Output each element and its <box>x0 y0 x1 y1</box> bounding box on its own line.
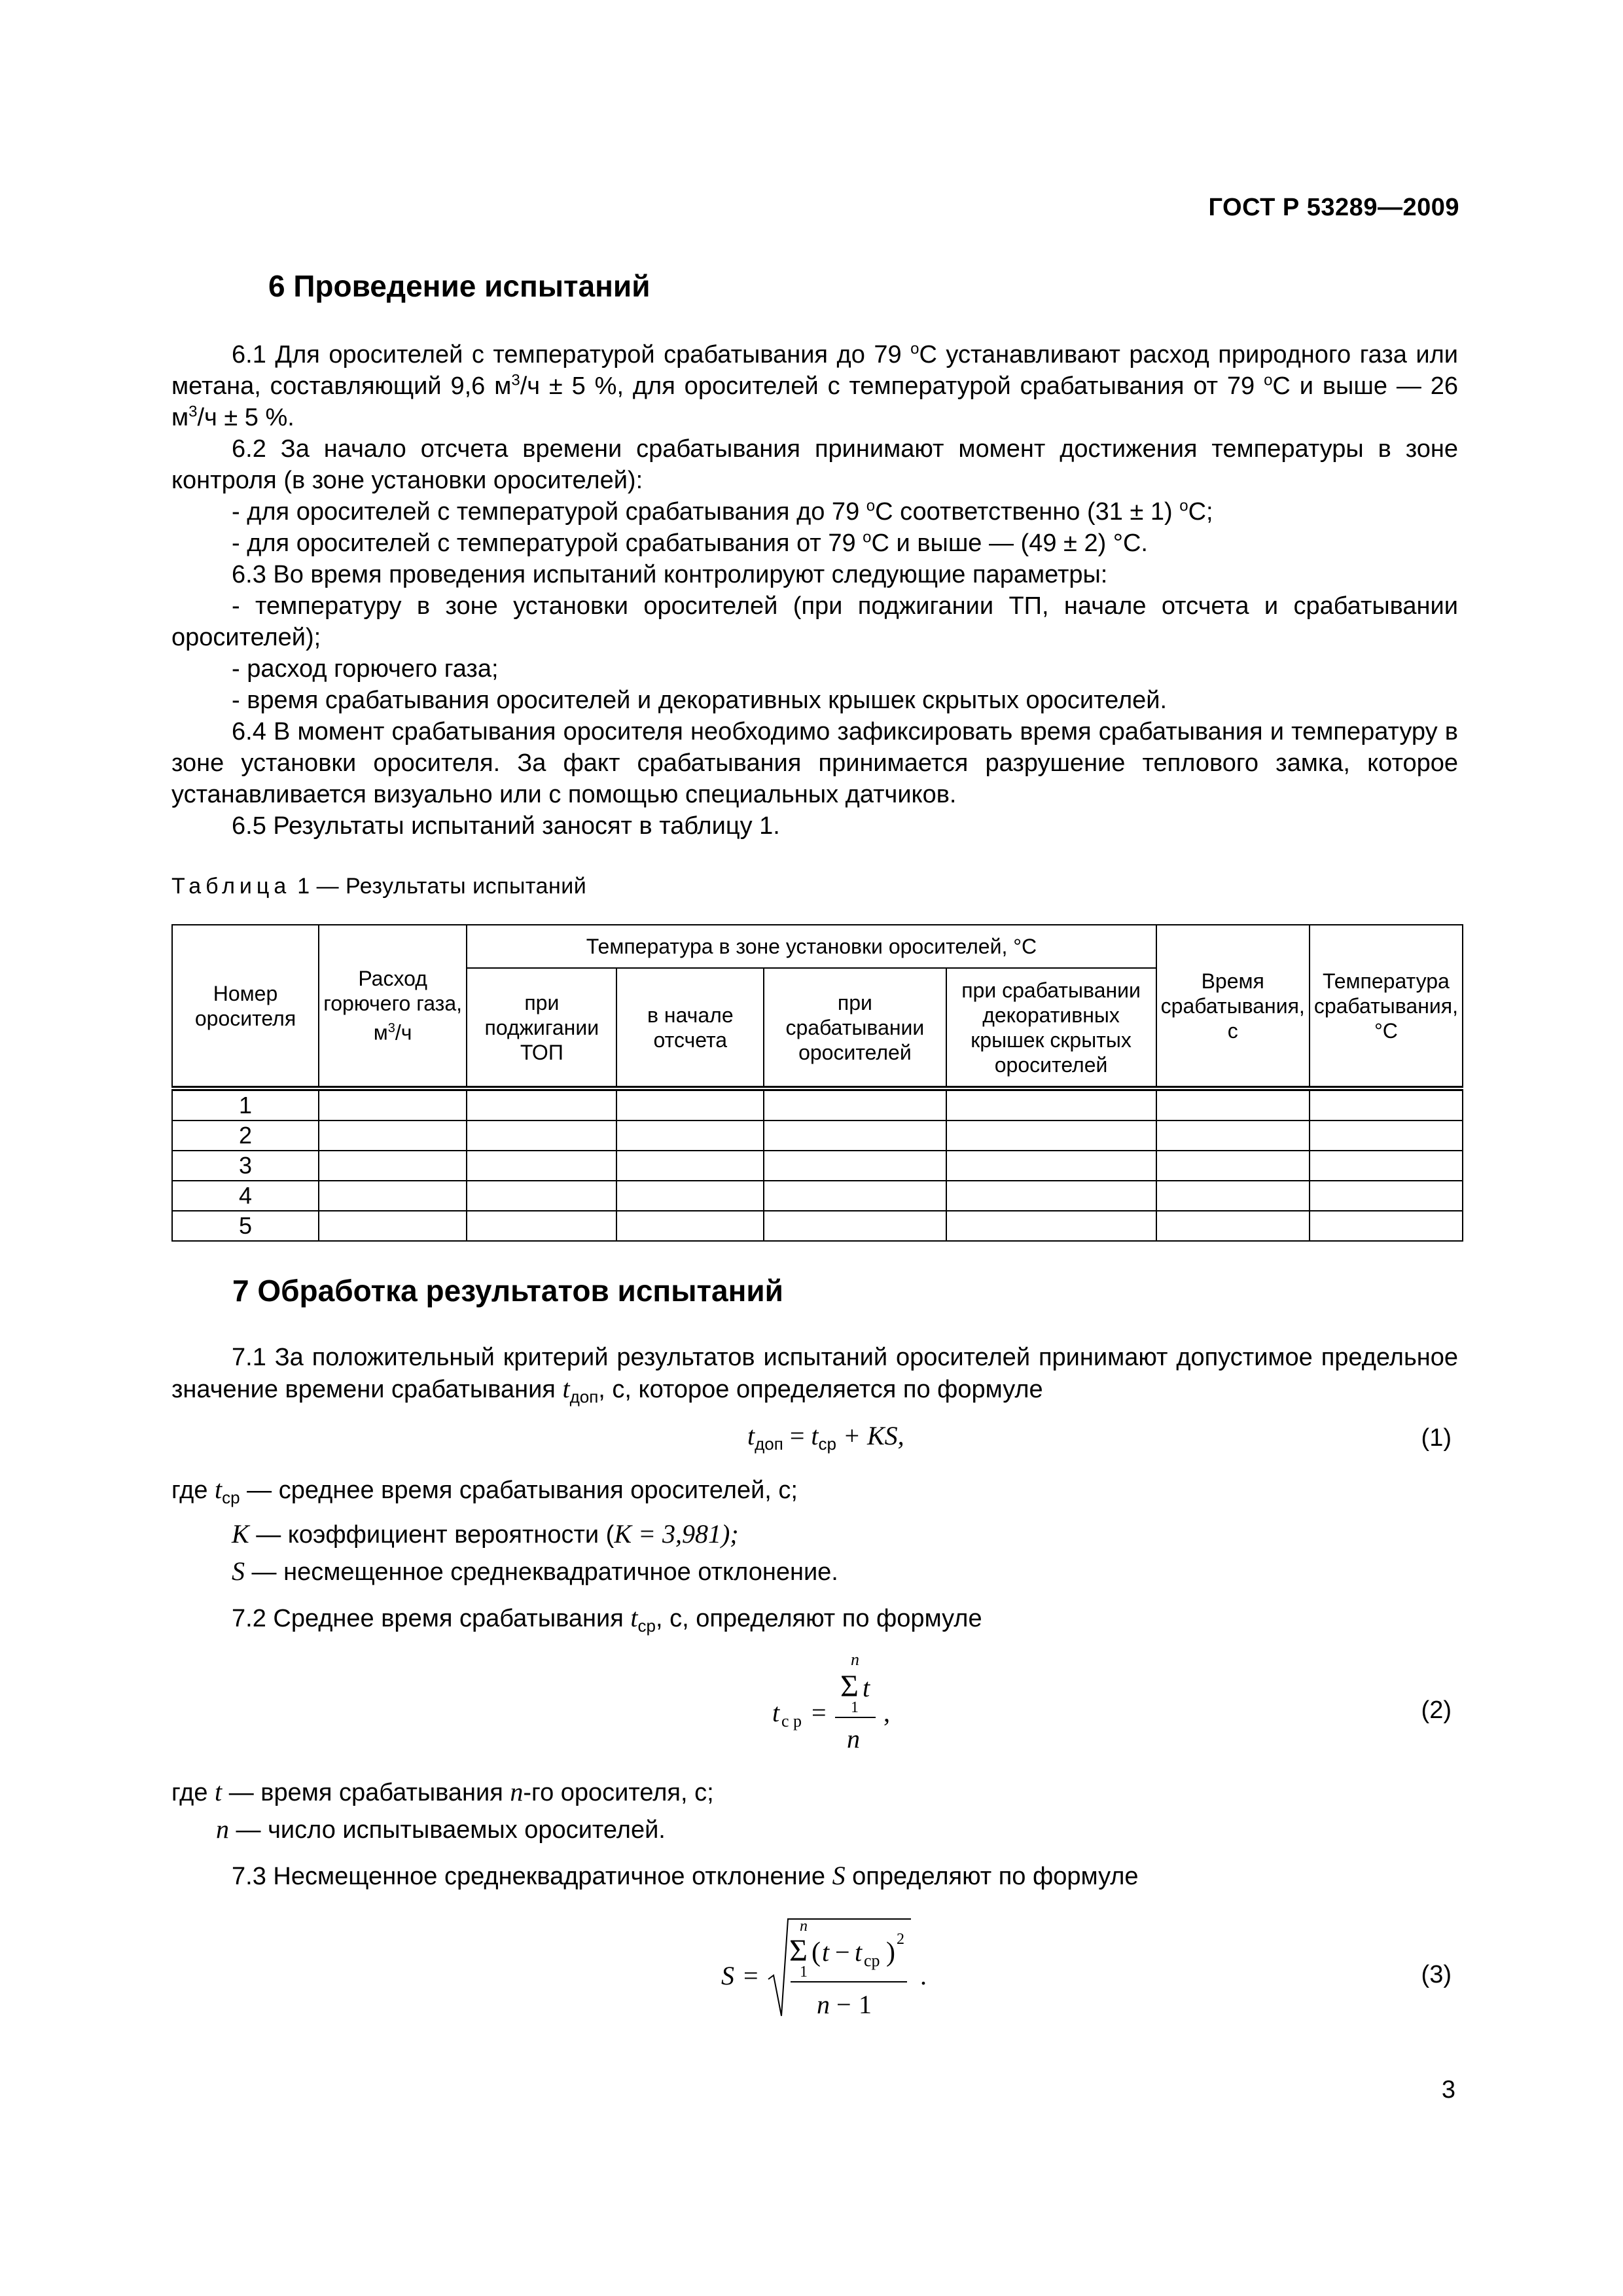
empty-cell <box>467 1121 616 1151</box>
empty-cell <box>616 1181 764 1211</box>
header-activation-time: Время срабатывания, с <box>1156 925 1310 1088</box>
section-6-title: 6 Проведение испытаний <box>268 269 651 303</box>
empty-cell <box>764 1121 946 1151</box>
empty-cell <box>1310 1121 1463 1151</box>
svg-text:): ) <box>886 1937 895 1967</box>
empty-cell <box>616 1211 764 1241</box>
svg-text:S: S <box>721 1961 734 1990</box>
formula-2-number: (2) <box>1421 1696 1452 1724</box>
row-number-cell: 3 <box>172 1151 319 1181</box>
empty-cell <box>467 1088 616 1121</box>
empty-cell <box>616 1151 764 1181</box>
empty-cell <box>319 1211 467 1241</box>
header-temp-activation: при срабатывании оросителей <box>764 968 946 1088</box>
empty-cell <box>1310 1151 1463 1181</box>
svg-text:1: 1 <box>851 1699 859 1716</box>
empty-cell <box>1310 1088 1463 1121</box>
empty-cell <box>1156 1151 1310 1181</box>
empty-cell <box>616 1088 764 1121</box>
svg-text:−: − <box>836 1990 851 2019</box>
standard-code: ГОСТ Р 53289—2009 <box>1208 194 1459 221</box>
header-temp-ignition: при поджигании ТОП <box>467 968 616 1088</box>
paragraph-7-3: 7.3 Несмещенное среднеквадратичное отклонение S определяют по формуле <box>232 1861 1139 1890</box>
paragraph-6-5: 6.5 Результаты испытаний заносят в таблицу 1. <box>232 812 780 840</box>
svg-text:2: 2 <box>897 1931 904 1948</box>
table-row <box>172 1151 1463 1181</box>
empty-cell <box>764 1181 946 1211</box>
svg-text:.: . <box>920 1961 927 1990</box>
svg-text:Σ: Σ <box>840 1669 859 1704</box>
paragraph-6-3-item-3: - время срабатывания оросителей и декоративных крышек скрытых оросителей. <box>232 687 1168 714</box>
svg-text:−: − <box>835 1937 850 1967</box>
empty-cell <box>946 1088 1156 1121</box>
empty-cell <box>764 1211 946 1241</box>
empty-cell <box>1310 1181 1463 1211</box>
table-row <box>172 1181 1463 1211</box>
paragraph-7-2: 7.2 Среднее время срабатывания $t_{ср}$, с, определяют по формуле <box>232 1603 982 1636</box>
header-gas-flow: Расход горючего газа, $м^3/ч$ <box>319 925 467 1088</box>
svg-text:n: n <box>851 1650 859 1669</box>
empty-cell <box>946 1181 1156 1211</box>
header-temperature-group: Температура в зоне установки оросителей, °С <box>467 925 1156 968</box>
paragraph-6-2: 6.2 За начало отсчета времени срабатывания принимают момент достижения температуры в зоне контроля (в зоне установки оросителей): <box>171 435 1458 494</box>
paragraph-6-3-item-2: - расход горючего газа; <box>232 655 499 683</box>
svg-text:(: ( <box>812 1937 821 1967</box>
svg-text:=: = <box>812 1698 827 1727</box>
svg-text:t: t <box>855 1937 863 1967</box>
table-1-caption: Таблица 1 — Результаты испытаний <box>171 874 587 899</box>
row-number-cell: 4 <box>172 1181 319 1211</box>
table-row <box>172 1088 1463 1121</box>
empty-cell <box>764 1088 946 1121</box>
svg-text:=: = <box>743 1961 758 1990</box>
empty-cell <box>946 1211 1156 1241</box>
svg-text:1: 1 <box>859 1990 872 2019</box>
empty-cell <box>1310 1211 1463 1241</box>
empty-cell <box>319 1181 467 1211</box>
paragraph-6-1: 6.1 Для оросителей с температурой срабатывания до 79 $^о$С устанавливают расход природного газа или метана, составляющий 9,6 $м^3/ч \pm 5$ %, для оросителей с температурой срабатывания от 79 $^о$С и выше — 26 $м^3/ч \pm 5$ %. <box>171 340 1459 431</box>
header-number: Номер оросителя <box>172 925 319 1088</box>
empty-cell <box>319 1088 467 1121</box>
formula-3-number: (3) <box>1421 1961 1452 1988</box>
paragraph-6-4: 6.4 В момент срабатывания оросителя необходимо зафиксировать время срабатывания и температуру в зоне установки оросителя. За факт срабатывания принимается разрушение теплового замка, которое устанавливается визуально или с помощью специальных датчиков. <box>171 718 1458 808</box>
empty-cell <box>319 1151 467 1181</box>
page-number: 3 <box>1441 2076 1455 2104</box>
empty-cell <box>467 1211 616 1241</box>
empty-cell <box>467 1151 616 1181</box>
svg-text:n: n <box>847 1724 860 1753</box>
paragraph-6-2-item-2: - для оросителей с температурой срабатывания от 79 $^о$С и выше — (49 ± 2) °С. <box>232 528 1148 557</box>
formula-2 <box>759 1649 916 1767</box>
svg-text:с р: с р <box>781 1712 802 1731</box>
row-number-cell: 5 <box>172 1211 319 1241</box>
empty-cell <box>1156 1121 1310 1151</box>
empty-cell <box>1156 1088 1310 1121</box>
svg-text:Σ: Σ <box>789 1933 808 1968</box>
results-table-body <box>172 1088 1463 1241</box>
row-number-cell: 1 <box>172 1088 319 1121</box>
formula-1-number: (1) <box>1421 1424 1452 1452</box>
header-activation-temperature: Температура срабатывания, °С <box>1310 925 1463 1088</box>
section-6-body <box>171 339 1458 842</box>
empty-cell <box>1156 1211 1310 1241</box>
svg-text:n: n <box>800 1918 808 1935</box>
svg-text:t: t <box>772 1698 780 1727</box>
paragraph-6-3-item-1: - температуру в зоне установки оросителей (при поджигании ТП, начале отсчета и срабатывании оросителей); <box>171 592 1458 651</box>
paragraph-7-1: 7.1 За положительный критерий результатов испытаний оросителей принимают допустимое предельное значение времени срабатывания $t_{доп}$, с, которое определяется по формуле <box>171 1344 1458 1407</box>
paragraph-6-3: 6.3 Во время проведения испытаний контролируют следующие параметры: <box>232 561 1108 588</box>
empty-cell <box>616 1121 764 1151</box>
svg-text:t: t <box>863 1673 870 1702</box>
row-number-cell: 2 <box>172 1121 319 1151</box>
svg-text:n: n <box>817 1990 830 2019</box>
empty-cell <box>1156 1181 1310 1211</box>
svg-text:t: t <box>822 1937 830 1967</box>
svg-text:1: 1 <box>800 1964 808 1981</box>
formula-1-legend: где $t_{ср}$ — среднее время срабатывания оросителей, с; K — коэффициент вероятности (K = 3,981); S — несмещенное среднеквадратичное отклонение. <box>171 1475 838 1586</box>
empty-cell <box>467 1181 616 1211</box>
formula-2-legend: где t — время срабатывания n-го оросителя, с; n — число испытываемых оросителей. <box>171 1777 714 1844</box>
empty-cell <box>764 1151 946 1181</box>
paragraph-6-2-item-1: - для оросителей с температурой срабатывания до 79 $^о$С соответственно (31 ± 1) $^о$С; <box>232 497 1213 526</box>
svg-text:ср: ср <box>864 1951 880 1970</box>
formula-1: $t_{доп} = t_{ср}$ + KS, <box>747 1421 904 1454</box>
table-row <box>172 1121 1463 1151</box>
results-table <box>171 924 1463 1242</box>
svg-text:,: , <box>883 1698 890 1727</box>
empty-cell <box>946 1121 1156 1151</box>
formula-3 <box>715 1911 937 2029</box>
empty-cell <box>946 1151 1156 1181</box>
header-temp-covers: при срабатывании декоративных крышек скрытых оросителей <box>946 968 1156 1088</box>
section-7-title: 7 Обработка результатов испытаний <box>232 1274 783 1308</box>
table-row <box>172 1211 1463 1241</box>
empty-cell <box>319 1121 467 1151</box>
header-temp-start: в начале отсчета <box>616 968 764 1088</box>
